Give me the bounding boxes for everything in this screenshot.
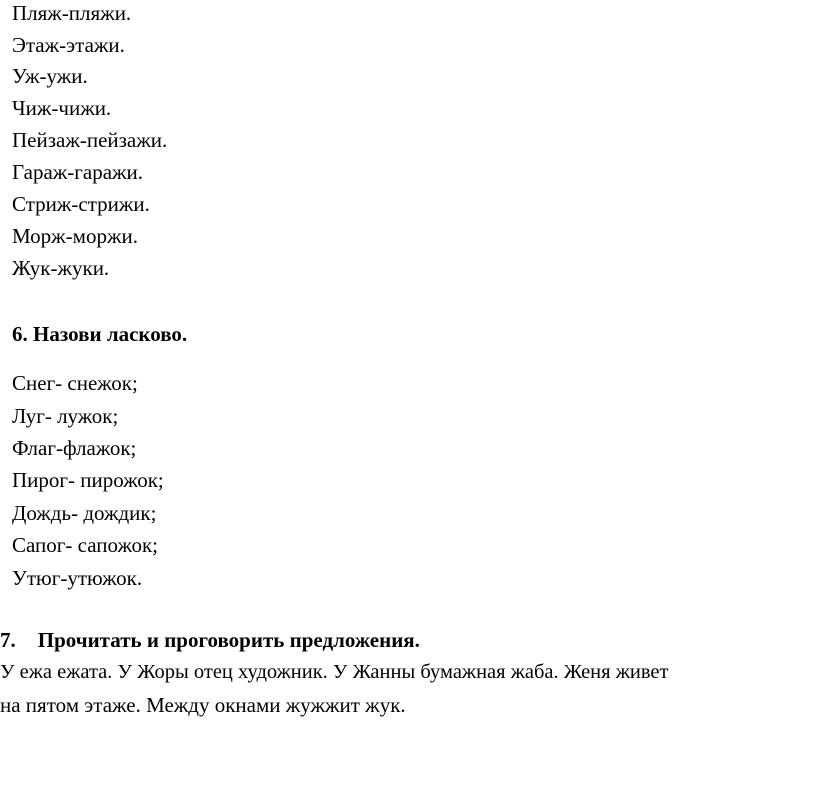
list-item: Чиж-чижи. [12,96,112,120]
section-7-title: Прочитать и проговорить предложения. [37,628,420,652]
list-item: Пляж-пляжи. [12,1,132,25]
list-item: Пирог- пирожок; [12,468,164,492]
list-item: Дождь- дождик; [12,501,157,525]
list-item: Сапог- сапожок; [12,533,159,557]
list-item: Луг- лужок; [12,404,119,428]
list-item: Снег- снежок; [12,371,138,395]
paragraph-line: на пятом этаже. Между окнами жужжит жук. [0,693,406,717]
list-item: Утюг-утюжок. [12,566,143,590]
list-item: Морж-моржи. [12,224,138,248]
section-6-heading: 6. Назови ласково. [12,322,188,346]
list-item: Пейзаж-пейзажи. [12,128,168,152]
section-7-heading [0,628,816,652]
list-item: Жук-жуки. [12,256,110,280]
list-item: Гараж-гаражи. [12,160,144,184]
list-item: Стриж-стрижи. [12,192,150,216]
paragraph-line: У ежа ежата. У Жоры отец художник. У Жанны бумажная жаба. Женя живет [0,661,669,683]
section-7-number: 7. [0,628,16,652]
list-item: Уж-ужи. [12,64,88,88]
list-item: Этаж-этажи. [12,33,125,57]
list-item: Флаг-флажок; [12,436,137,460]
